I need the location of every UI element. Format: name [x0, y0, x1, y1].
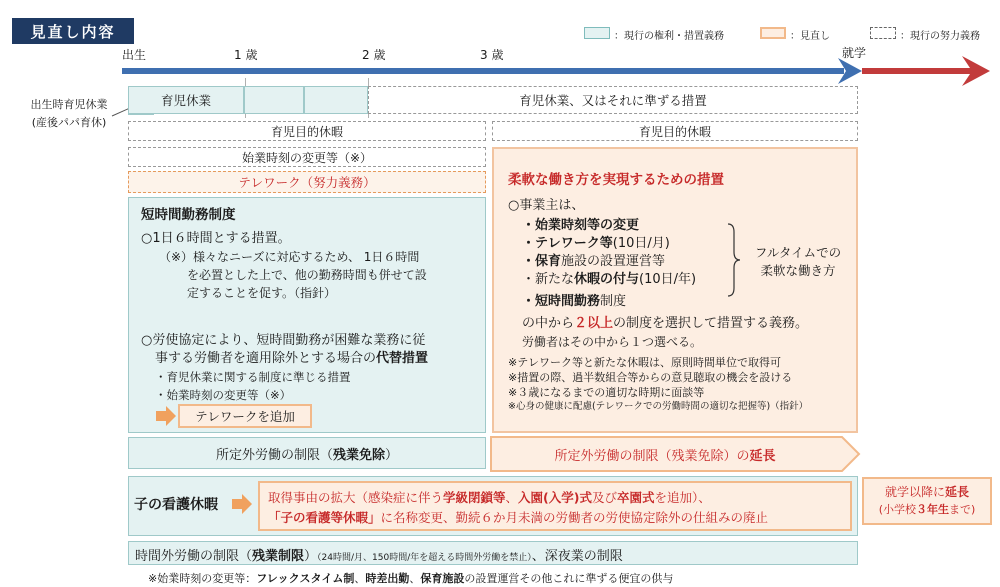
overtime-limit-pre: 時間外労働の制限（ — [135, 549, 253, 564]
nursing-l1-mid: 、 — [505, 490, 519, 505]
flexible-select-bold: ２以上 — [574, 316, 614, 331]
side-note-line2: (産後パパ育休) — [31, 116, 107, 129]
short-hours-note3: 定することを促す。（指針） — [187, 286, 337, 300]
footnote-post: の設置運営その他これに準ずる便宜の供与 — [464, 572, 674, 585]
overtime-limit-bold: 残業制限 — [252, 549, 305, 564]
timeline-start-label: 出生 — [122, 48, 147, 62]
flexible-item4-pre: ・新たな — [522, 272, 575, 287]
timeline-red-bar — [862, 68, 972, 74]
telework-add-arrow-icon — [156, 406, 178, 426]
flexible-note4: ※心身の健康に配慮(テレワークでの労働時間の適切な把握等)（指針） — [508, 401, 809, 412]
childcare-leave-extension-1 — [244, 86, 304, 114]
childcare-leave-equiv-box — [368, 86, 858, 114]
telework-effort-label: テレワーク（努力義務） — [238, 175, 376, 190]
overtime-left-post: ） — [385, 447, 399, 463]
short-hours-title: 短時間勤務制度 — [141, 207, 236, 223]
timeline-age1-label: 1 歳 — [234, 48, 258, 62]
footnote-s1: 、 — [354, 572, 366, 585]
nursing-ext2-post: まで) — [949, 503, 976, 516]
nursing-ext2-bold: ３年生 — [916, 503, 949, 516]
nursing-arrow-icon — [232, 494, 254, 514]
side-note-line1: 出生時育児休業 — [30, 98, 108, 111]
flexible-work-box — [492, 147, 858, 433]
timeline-age3-label: 3 歳 — [480, 48, 504, 62]
timeline-arrow — [0, 0, 1000, 90]
overtime-right-pre: 所定外労働の制限（残業免除）の — [554, 448, 750, 464]
purpose-leave-right-box — [492, 121, 858, 141]
page-title: 見直し内容 — [12, 18, 134, 44]
nursing-ext-line1 — [885, 483, 969, 501]
purpose-leave-left-box — [128, 121, 486, 141]
short-hours-note2: を必置とした上で、他の勤務時間も併せて設 — [187, 268, 427, 282]
flexible-item5-rest: 制度 — [600, 294, 627, 309]
overtime-right-bold: 延長 — [749, 448, 776, 464]
flexible-employer: ○事業主は、 — [508, 198, 585, 213]
telework-add-label: テレワークを追加 — [195, 409, 295, 424]
short-hours-line1: ○1日６時間とする措置。 — [141, 231, 291, 246]
flexible-item3-bold: ・保育 — [522, 254, 562, 269]
flexible-worker-choice: 労働者はその中から１つ選べる。 — [522, 335, 703, 349]
timeline-age2-label: 2 歳 — [362, 48, 386, 62]
flexible-item5 — [508, 293, 842, 311]
footnote-s2: 、 — [409, 572, 421, 585]
overtime-limit-row — [128, 541, 858, 565]
footnote — [148, 570, 673, 586]
nursing-l1-b2: 入園(入学)式 — [518, 490, 592, 505]
short-hours-labor2-text: 事する労働者を適用除外とする場合の — [155, 351, 377, 366]
nursing-leave-label: 子の看護休暇 — [134, 497, 218, 513]
childcare-leave-equiv-label: 育児休業、又はそれに準ずる措置 — [519, 93, 707, 108]
overtime-left-bold: 残業免除 — [332, 447, 385, 463]
nursing-l2-bold: 「子の看護等休暇」 — [268, 510, 381, 525]
telework-add-box — [178, 404, 312, 428]
flexible-note3: ※３歳になるまでの適切な時期に面談等 — [508, 386, 705, 399]
nursing-line1 — [268, 488, 842, 508]
short-hours-labor2 — [141, 350, 473, 368]
short-hours-labor1: ○労使協定により、短時間勤務が困難な業務に従 — [141, 333, 426, 348]
childcare-leave-box — [128, 86, 244, 114]
flexible-select-pre: の中から — [522, 316, 575, 331]
footnote-pre: ※始業時刻の変更等： — [148, 572, 257, 585]
start-time-change-label: 始業時刻の変更等（※） — [241, 150, 373, 165]
legend-current-label: ：現行の権利・措置義務 — [614, 31, 724, 42]
nursing-l1-b1: 学級閉鎖等 — [443, 490, 506, 505]
nursing-ext2-pre: (小学校 — [878, 503, 916, 516]
flexible-item5-bold: ・短時間勤務 — [522, 294, 601, 309]
nursing-l1-post: を追加）、 — [654, 490, 711, 505]
flexible-item2-rest: (10日/月) — [612, 236, 670, 251]
flexible-item2-bold: ・テレワーク等 — [522, 236, 613, 251]
flexible-select — [508, 315, 842, 333]
overtime-left-pre: 所定外労働の制限（ — [215, 447, 333, 463]
flexible-note1: ※テレワーク等と新たな休暇は、原則時間単位で取得可 — [508, 356, 781, 369]
timeline-blue-bar — [122, 68, 844, 74]
timeline-school-label: 就学 — [842, 46, 867, 60]
nursing-l1-pre: 取得事由の拡大（感染症に伴う — [268, 490, 444, 505]
purpose-leave-right-label: 育児目的休暇 — [638, 124, 711, 139]
footnote-b2: 時差出勤 — [365, 572, 410, 585]
short-hours-sub2: ・始業時刻の変更等（※） — [155, 388, 292, 402]
overtime-exemption-box — [128, 437, 486, 469]
nursing-ext1-pre: 就学以降に — [884, 485, 945, 499]
flexible-item4-bold: 休暇の付与 — [574, 272, 640, 287]
fulltime-label — [748, 244, 848, 280]
flexible-work-title: 柔軟な働き方を実現するための措置 — [508, 172, 724, 188]
footnote-b3: 保育施設 — [420, 572, 465, 585]
nursing-revision-box — [258, 481, 852, 531]
flexible-item4-rest: (10日/年) — [639, 272, 697, 287]
nursing-l1-b3: 卒園式 — [617, 490, 655, 505]
footnote-b1: フレックスタイム制 — [256, 572, 355, 585]
nursing-line2 — [268, 508, 842, 528]
flexible-select-post: の制度を選択して措置する義務。 — [613, 316, 809, 331]
purpose-leave-left-label: 育児目的休暇 — [270, 124, 343, 139]
overtime-limit-tail: 、深夜業の制限 — [531, 549, 623, 564]
flexible-note2: ※措置の際、過半数組合等からの意見聴取の機会を設ける — [508, 371, 793, 384]
start-time-change-box — [128, 147, 486, 167]
nursing-extension-box — [862, 477, 992, 525]
telework-effort-box — [128, 171, 486, 193]
fulltime-brace — [726, 222, 742, 298]
fulltime-line2: 柔軟な働き方 — [760, 263, 836, 278]
short-hours-labor2-bold: 代替措置 — [376, 351, 429, 366]
nursing-l1-mid2: 及び — [591, 490, 617, 505]
overtime-limit-post: ） — [304, 549, 318, 564]
overtime-limit-small: （24時間/月、150時間/年を超える時間外労働を禁止） — [317, 553, 532, 563]
short-hours-sub1: ・育児休業に関する制度に準じる措置 — [155, 370, 351, 384]
short-hours-box — [128, 197, 486, 433]
flexible-item1: ・始業時刻等の変更 — [522, 218, 640, 233]
legend-revision-label: ：見直し — [790, 31, 830, 42]
flexible-item3-rest: 施設の設置運営等 — [561, 254, 666, 269]
childcare-leave-label: 育児休業 — [160, 93, 211, 108]
nursing-ext-line2 — [879, 501, 976, 519]
fulltime-line1: フルタイムでの — [754, 245, 842, 260]
nursing-ext1-bold: 延長 — [945, 485, 970, 499]
overtime-extension-box — [492, 437, 838, 471]
legend-effort-label: ：現行の努力義務 — [900, 31, 980, 42]
childcare-leave-extension-2 — [304, 86, 368, 114]
short-hours-note1: （※）様々なニーズに対応するため、 1日６時間 — [159, 250, 420, 264]
nursing-l2-post: に名称変更、勤続６か月未満の労働者の労使協定除外の仕組みの廃止 — [380, 510, 769, 525]
